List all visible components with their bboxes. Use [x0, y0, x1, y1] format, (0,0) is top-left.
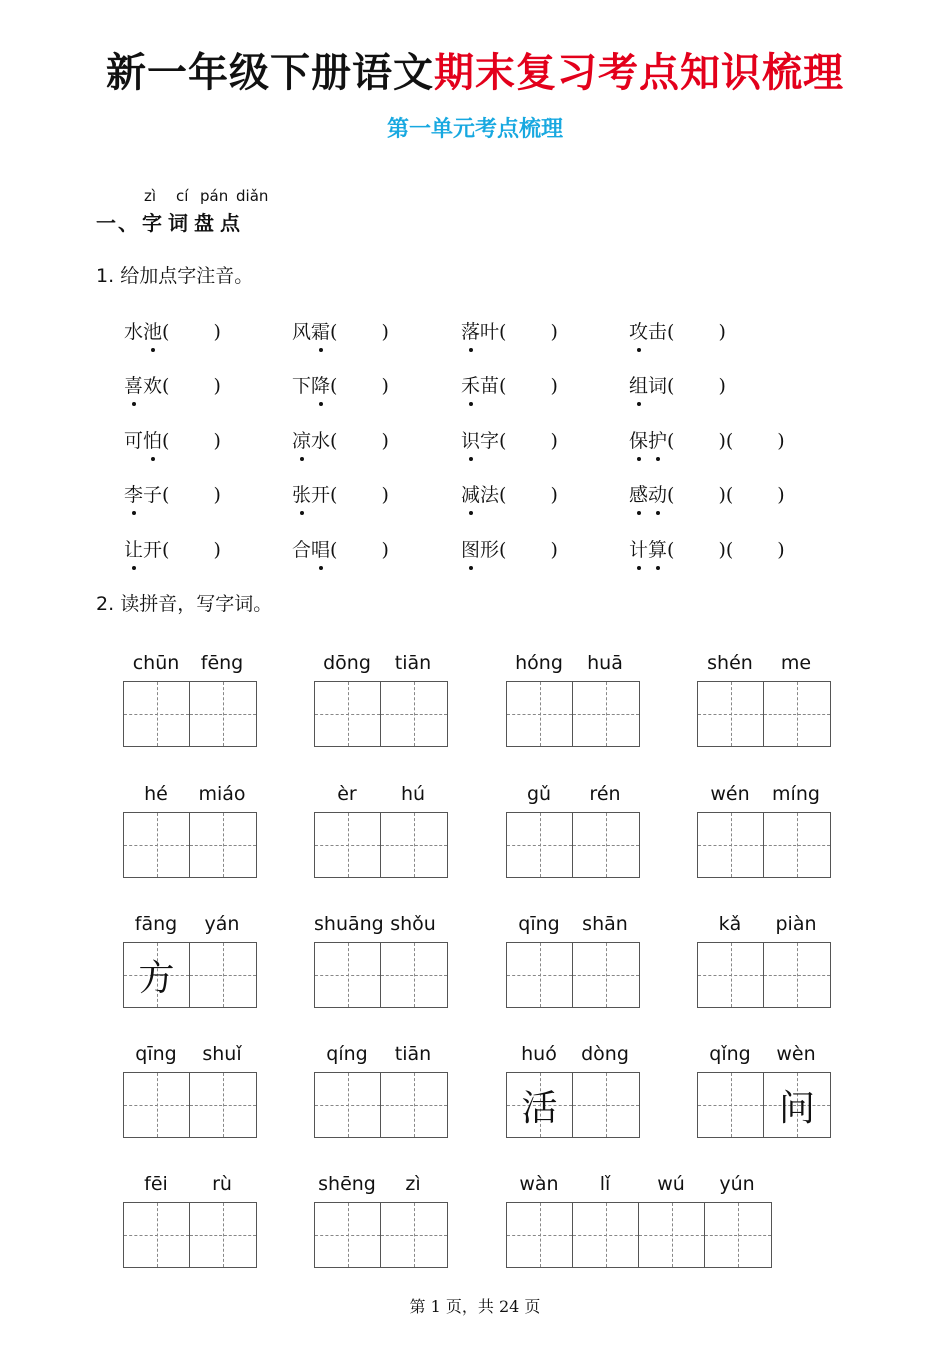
pinyin-label: wàn — [519, 1173, 559, 1195]
pinyin-label: fēng — [200, 652, 244, 674]
pinyin-label: qīng — [135, 1043, 177, 1065]
dotted-char: 感 — [629, 481, 648, 509]
pinyin-answer-blank[interactable]: ( ) — [667, 375, 726, 397]
pinyin-answer-blank[interactable]: ( ) — [499, 430, 558, 452]
section-number: 一、 — [96, 211, 140, 235]
writing-cell[interactable] — [315, 813, 381, 877]
writing-grid — [123, 812, 257, 878]
pinyin-label: dōng — [323, 652, 371, 674]
dotted-char: 禾 — [461, 372, 480, 400]
writing-cell[interactable] — [124, 682, 190, 746]
dotted-char: 池 — [143, 318, 162, 346]
word-char: 法 — [480, 484, 500, 506]
word-char: 下 — [292, 375, 312, 397]
page-footer: 第 1 页，共 24 页 — [409, 1297, 541, 1316]
pinyin-label: huó — [521, 1043, 557, 1065]
pinyin-label: shén — [707, 652, 753, 674]
written-char: 问 — [778, 1087, 815, 1129]
annotate-word-item — [461, 427, 558, 455]
writing-grid — [697, 1072, 831, 1138]
writing-grid — [697, 942, 831, 1008]
pinyin-label: fāng — [134, 913, 178, 935]
pinyin-label: gǔ — [526, 783, 552, 805]
writing-cell[interactable] — [764, 1073, 830, 1137]
word-char: 水 — [311, 430, 331, 452]
pinyin-label: miáo — [198, 783, 246, 805]
pinyin-label: míng — [772, 783, 820, 805]
writing-cell[interactable] — [698, 1073, 764, 1137]
pinyin-label: tiān — [394, 1043, 432, 1065]
pinyin-label: hú — [400, 783, 426, 805]
pinyin-answer-blank[interactable]: ( ) — [725, 430, 785, 452]
written-char: 活 — [521, 1087, 558, 1129]
dotted-char: 减 — [461, 481, 480, 509]
word-char: 形 — [480, 539, 500, 561]
annotate-word-item — [461, 372, 558, 400]
annotate-word-item — [124, 536, 221, 564]
pinyin-answer-blank[interactable]: ( ) — [725, 539, 785, 561]
dotted-char: 凉 — [292, 427, 311, 455]
dotted-char: 识 — [461, 427, 480, 455]
writing-cell[interactable] — [573, 943, 639, 1007]
dotted-char: 张 — [292, 481, 311, 509]
dotted-char: 攻 — [629, 318, 648, 346]
title-red-part: 期末复习考点知识梳理 — [434, 49, 844, 96]
pinyin-answer-blank[interactable]: ( ) — [499, 484, 558, 506]
annotate-word-item — [629, 318, 726, 346]
writing-grid — [506, 681, 640, 747]
section-char: 字 — [142, 211, 164, 235]
dotted-char: 动 — [648, 481, 667, 509]
writing-grid — [506, 1072, 640, 1138]
pinyin-answer-blank[interactable]: ( ) — [499, 375, 558, 397]
writing-grid — [314, 942, 448, 1008]
pinyin-label: lǐ — [599, 1173, 611, 1195]
pinyin-label: kǎ — [718, 913, 742, 935]
annotate-word-item — [124, 481, 221, 509]
writing-cell[interactable] — [698, 943, 764, 1007]
word-char: 击 — [648, 321, 668, 343]
pinyin-label: piàn — [775, 913, 817, 935]
section-char: 盘 — [194, 211, 216, 235]
writing-cell[interactable] — [124, 1073, 190, 1137]
annotate-word-item — [629, 481, 785, 509]
writing-cell[interactable] — [315, 1073, 381, 1137]
writing-cell[interactable] — [764, 943, 830, 1007]
dotted-char: 组 — [629, 372, 648, 400]
writing-cell[interactable] — [573, 813, 639, 877]
annotate-word-item — [629, 372, 726, 400]
writing-cell[interactable] — [315, 682, 381, 746]
title-black-part: 新一年级下册语文 — [106, 49, 434, 96]
pinyin-label: shuǐ — [202, 1043, 242, 1065]
pinyin-label: wén — [710, 783, 750, 805]
writing-grid — [123, 1202, 257, 1268]
writing-cell[interactable] — [381, 1203, 447, 1267]
writing-grid — [697, 812, 831, 878]
question-text: 读拼音，写字词。 — [120, 593, 273, 615]
writing-cell[interactable] — [764, 813, 830, 877]
writing-grid — [697, 681, 831, 747]
pinyin-answer-blank[interactable]: ( ) — [667, 321, 726, 343]
pinyin-answer-blank[interactable]: ( ) — [162, 484, 221, 506]
annotate-word-item — [629, 536, 785, 564]
pinyin-label: pán — [200, 187, 229, 205]
pinyin-answer-blank[interactable]: ( ) — [330, 484, 389, 506]
writing-grid — [314, 681, 448, 747]
annotate-word-item — [292, 372, 389, 400]
writing-cell[interactable] — [698, 682, 764, 746]
pinyin-label: rén — [589, 783, 621, 805]
pinyin-answer-blank[interactable]: ( ) — [330, 539, 389, 561]
dotted-char: 保 — [629, 427, 648, 455]
pinyin-answer-blank[interactable]: ( ) — [330, 375, 389, 397]
pinyin-label: shān — [582, 913, 628, 935]
pinyin-label: shuāng — [314, 913, 384, 935]
pinyin-label: diǎn — [236, 187, 269, 205]
annotate-word-item — [629, 427, 785, 455]
annotate-word-item — [292, 481, 389, 509]
page-subtitle: 第一单元考点梳理 — [386, 116, 563, 142]
annotate-word-item — [461, 536, 558, 564]
word-char: 水 — [124, 321, 144, 343]
annotate-word-item — [461, 481, 558, 509]
pinyin-label: shǒu — [390, 913, 436, 935]
writing-cell[interactable] — [507, 682, 573, 746]
writing-cell[interactable] — [190, 813, 256, 877]
pinyin-answer-blank[interactable]: ( ) — [162, 375, 221, 397]
page-title — [0, 48, 950, 98]
writing-cell[interactable] — [573, 1203, 639, 1267]
dotted-char: 唱 — [311, 536, 330, 564]
writing-cell[interactable] — [190, 682, 256, 746]
word-char: 可 — [124, 430, 144, 452]
pinyin-answer-blank[interactable]: ( ) — [162, 430, 221, 452]
section-char: 词 — [168, 211, 190, 235]
pinyin-label: qíng — [326, 1043, 368, 1065]
writing-cell[interactable] — [190, 1073, 256, 1137]
word-char: 叶 — [480, 321, 500, 343]
section-char: 点 — [220, 211, 242, 235]
pinyin-label: wú — [657, 1173, 685, 1195]
question-number: 2. — [96, 593, 115, 615]
writing-cell[interactable] — [381, 943, 447, 1007]
pinyin-label: zì — [144, 187, 157, 205]
pinyin-label: dòng — [581, 1043, 629, 1065]
writing-cell[interactable] — [764, 682, 830, 746]
writing-grid — [314, 1202, 448, 1268]
pinyin-label: rù — [212, 1173, 232, 1195]
writing-cell[interactable] — [190, 943, 256, 1007]
annotate-word-item — [292, 318, 389, 346]
pinyin-label: shēng — [318, 1173, 376, 1195]
dotted-char: 算 — [648, 536, 667, 564]
pinyin-label: zì — [405, 1173, 421, 1195]
pinyin-answer-blank[interactable]: ( ) — [499, 539, 558, 561]
writing-grid — [314, 812, 448, 878]
writing-cell[interactable] — [124, 813, 190, 877]
written-char: 方 — [138, 957, 175, 999]
writing-grid — [506, 942, 640, 1008]
writing-cell[interactable] — [639, 1203, 705, 1267]
dotted-char: 李 — [124, 481, 143, 509]
word-char: 开 — [311, 484, 331, 506]
word-char: 词 — [648, 375, 668, 397]
dotted-char: 霜 — [311, 318, 330, 346]
word-char: 苗 — [480, 375, 500, 397]
pinyin-label: yán — [204, 913, 240, 935]
dotted-char: 计 — [629, 536, 648, 564]
question-1-title — [96, 262, 253, 290]
writing-cell[interactable] — [381, 682, 447, 746]
writing-cell[interactable] — [381, 813, 447, 877]
pinyin-label: me — [780, 652, 812, 674]
pinyin-label: chūn — [132, 652, 180, 674]
writing-grid — [506, 1202, 772, 1268]
dotted-char: 落 — [461, 318, 480, 346]
dotted-char: 图 — [461, 536, 480, 564]
annotate-word-item — [124, 427, 221, 455]
pinyin-answer-blank[interactable]: ( ) — [499, 321, 558, 343]
question-2-title — [96, 590, 272, 618]
pinyin-label: hé — [144, 783, 168, 805]
pinyin-answer-blank[interactable]: ( ) — [330, 321, 389, 343]
pinyin-answer-blank[interactable]: ( ) — [162, 539, 221, 561]
pinyin-answer-blank[interactable]: ( ) — [667, 430, 726, 452]
annotate-word-item — [461, 318, 558, 346]
writing-grid — [314, 1072, 448, 1138]
pinyin-label: qīng — [518, 913, 560, 935]
dotted-char: 让 — [124, 536, 143, 564]
writing-cell[interactable] — [381, 1073, 447, 1137]
annotate-word-item — [124, 372, 221, 400]
word-char: 合 — [292, 539, 312, 561]
word-char: 欢 — [143, 375, 163, 397]
dotted-char: 怕 — [143, 427, 162, 455]
pinyin-label: tiān — [394, 652, 432, 674]
word-char: 开 — [143, 539, 163, 561]
dotted-char: 护 — [648, 427, 667, 455]
pinyin-label: èr — [337, 783, 357, 805]
writing-cell[interactable] — [507, 1073, 573, 1137]
annotate-word-item — [124, 318, 221, 346]
writing-cell[interactable] — [315, 1203, 381, 1267]
writing-cell[interactable] — [573, 1073, 639, 1137]
dotted-char: 喜 — [124, 372, 143, 400]
writing-grid — [123, 681, 257, 747]
pinyin-label: huā — [587, 652, 623, 674]
writing-cell[interactable] — [507, 943, 573, 1007]
writing-cell[interactable] — [315, 943, 381, 1007]
pinyin-answer-blank[interactable]: ( ) — [667, 484, 726, 506]
pinyin-label: fēi — [144, 1173, 168, 1195]
word-char: 字 — [480, 430, 500, 452]
writing-cell[interactable] — [507, 813, 573, 877]
pinyin-label: yún — [719, 1173, 755, 1195]
section-heading — [96, 208, 244, 238]
writing-cell[interactable] — [705, 1203, 771, 1267]
word-char: 子 — [143, 484, 163, 506]
annotate-word-item — [292, 427, 389, 455]
dotted-char: 降 — [311, 372, 330, 400]
annotate-word-item — [292, 536, 389, 564]
writing-cell[interactable] — [124, 1203, 190, 1267]
pinyin-label: qǐng — [709, 1043, 751, 1065]
writing-cell[interactable] — [124, 943, 190, 1007]
pinyin-answer-blank[interactable]: ( ) — [667, 539, 726, 561]
word-char: 风 — [292, 321, 312, 343]
pinyin-answer-blank[interactable]: ( ) — [725, 484, 785, 506]
question-number: 1. — [96, 265, 115, 287]
writing-cell[interactable] — [190, 1203, 256, 1267]
writing-grid — [123, 1072, 257, 1138]
writing-cell[interactable] — [698, 813, 764, 877]
pinyin-answer-blank[interactable]: ( ) — [162, 321, 221, 343]
pinyin-label: hóng — [515, 652, 563, 674]
question-text: 给加点字注音。 — [120, 265, 254, 287]
writing-grid — [506, 812, 640, 878]
writing-grid — [123, 942, 257, 1008]
pinyin-label: wèn — [776, 1043, 816, 1065]
writing-cell[interactable] — [573, 682, 639, 746]
pinyin-label: cí — [176, 187, 189, 205]
writing-cell[interactable] — [507, 1203, 573, 1267]
pinyin-answer-blank[interactable]: ( ) — [330, 430, 389, 452]
